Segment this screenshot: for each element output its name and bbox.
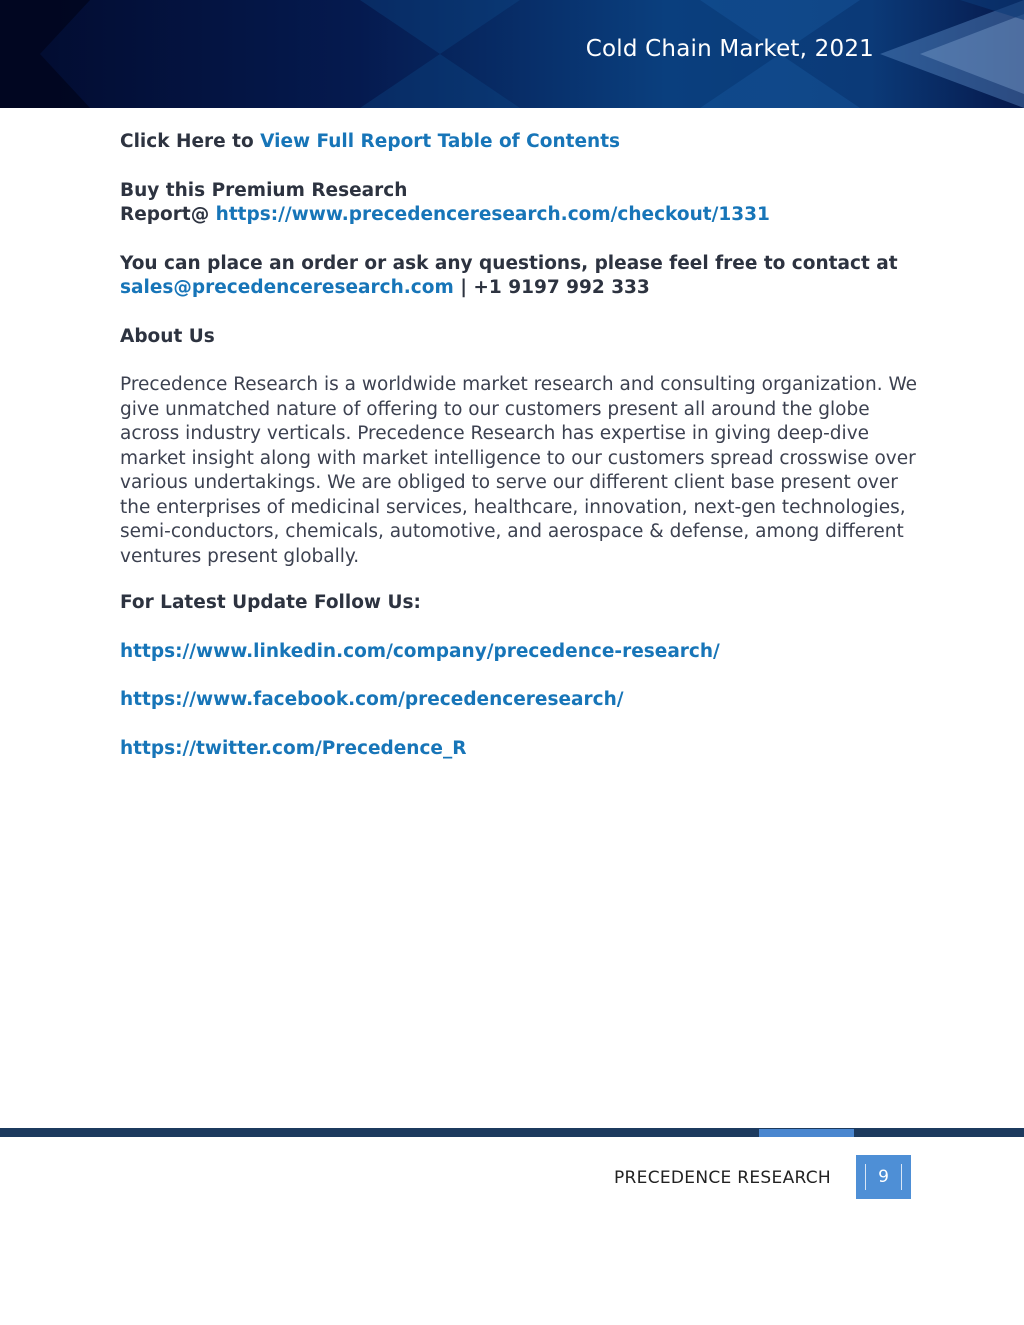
toc-link[interactable]: View Full Report Table of Contents — [260, 131, 621, 152]
follow-link-item — [120, 737, 920, 762]
follow-link-item — [120, 688, 920, 713]
report-title: Cold Chain Market, 2021 — [585, 36, 874, 62]
footer-accent — [759, 1129, 854, 1137]
footer-divider — [0, 1128, 1024, 1137]
contact-text: You can place an order or ask any questions, please feel free to contact at — [120, 252, 898, 274]
header-banner — [0, 0, 1024, 108]
toc-line — [120, 130, 920, 155]
checkout-link[interactable]: https://www.precedenceresearch.com/checkout/1331 — [215, 204, 770, 225]
about-heading: About Us — [120, 325, 215, 347]
page-number: 9 — [865, 1164, 902, 1190]
footer-company-name: PRECEDENCE RESEARCH — [614, 1168, 832, 1188]
buy-line — [120, 179, 920, 228]
follow-heading: For Latest Update Follow Us: — [120, 592, 421, 613]
about-body: Precedence Research is a worldwide market research and consulting organization. We give unmatched nature of offering to our customers present all around the globe across industry verticals. Precedence Research has expertise in giving deep-dive market insight along with market intelligence to our customers spread crosswise over various undertakings. We are obliged to serve our different client base present over the enterprises of medicinal services, healthcare, innovation, next-gen technologies, semi-conductors, chemicals, automotive, and aerospace & defense, among different ventures present globally. — [120, 374, 918, 567]
toc-prefix: Click Here to — [120, 131, 261, 152]
buy-line1: Buy this Premium Research — [120, 179, 408, 201]
phone-number: | +1 9197 992 333 — [453, 277, 650, 298]
page-number-box — [856, 1155, 911, 1199]
follow-link-item — [120, 640, 920, 665]
linkedin-link[interactable]: https://www.linkedin.com/company/precedence-research/ — [120, 640, 720, 662]
email-link[interactable]: sales@precedenceresearch.com — [120, 277, 454, 298]
buy-prefix: Report@ — [120, 204, 216, 225]
twitter-link[interactable]: https://twitter.com/Precedence_R — [120, 737, 467, 759]
facebook-link[interactable]: https://www.facebook.com/precedenceresearch/ — [120, 689, 624, 710]
contact-line — [120, 252, 920, 301]
page-content — [120, 130, 920, 785]
